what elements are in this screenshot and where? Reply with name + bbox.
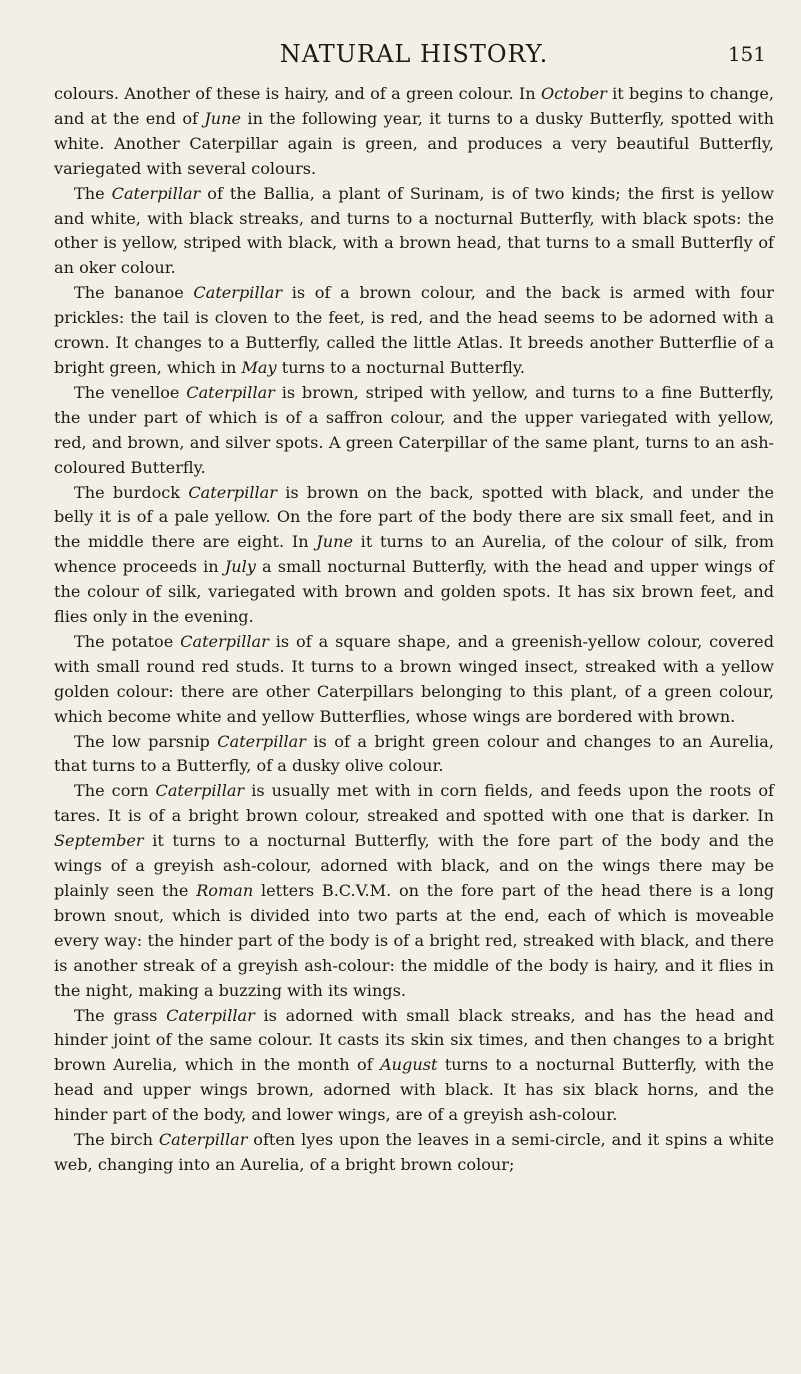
italic-text: Caterpillar: [193, 283, 283, 303]
text-run: The venelloe: [74, 382, 187, 402]
italic-text: September: [54, 831, 144, 851]
text-run: The potatoe: [74, 631, 181, 651]
text-run: is of a brown colour, and the back is armed with four prickles: the tail is cloven to the feet, is red, and the head seems to be adorned with a crown. It changes to a Butterfly, called the little Atlas. It breeds another Butterflie of a bright green, which in: [54, 283, 775, 377]
text-run: letters B.C.V.M. on the fore part of the head there is a long brown snout, which is divided into two parts at the end, each of which is moveable every way: the hinder part of the body is of a bright red, streaked with black, and there is another streak of a greyish ash-colour: the middle of the body is hairy, and it flies in the night, making a buzzing with its wings.: [54, 881, 774, 1000]
italic-text: Caterpillar: [217, 731, 306, 751]
paragraph-2: [54, 182, 774, 282]
running-title: NATURAL HISTORY.: [279, 40, 549, 68]
text-run: colours. Another of these is hairy, and of a green colour. In: [54, 84, 541, 103]
italic-text: October: [540, 84, 607, 103]
text-run: often lyes upon the leaves in a semi-circle, and it spins a white web, changing into an Aurelia, of a bright brown colour;: [54, 1130, 774, 1174]
paragraph-5: [54, 481, 774, 630]
text-run: is usually met with in corn fields, and feeds upon the roots of tares. It is of a bright brown colour, streaked and spotted with one that is darker. In: [54, 781, 774, 826]
paragraph-4: [54, 381, 774, 481]
text-run: turns to a nocturnal Butterfly, with the head and upper wings brown, adorned with black. It has six black horns, and the hinder part of the body, and lower wings, are of a greyish ash-colour.: [54, 1055, 774, 1125]
text-run: turns to a nocturnal Butterfly.: [276, 357, 525, 377]
text-run: is of a bright green colour and changes to an Aurelia, that turns to a Butterfly, of a dusky olive colour.: [54, 731, 774, 776]
book-page: [54, 38, 774, 1358]
text-run: a small nocturnal Butterfly, with the head and upper wings of the colour of silk, variegated with brown and golden spots. It has six brown feet, and flies only in the evening.: [54, 557, 774, 627]
italic-text: May: [241, 357, 277, 377]
italic-text: Roman: [196, 881, 254, 900]
italic-text: June: [316, 532, 353, 552]
text-run: The burdock: [74, 482, 189, 502]
italic-text: Caterpillar: [180, 631, 269, 651]
text-run: is brown on the back, spotted with black, and under the belly it is of a pale yellow. On the fore part of the body there are six small feet, and in the middle there are eight. In: [54, 482, 774, 552]
body-text: [54, 82, 774, 1178]
italic-text: Caterpillar: [158, 1130, 248, 1150]
italic-text: Caterpillar: [155, 781, 245, 801]
text-run: it turns to a nocturnal Butterfly, with the fore part of the body and the wings of a greyish ash-colour, adorned with black, and on the wings there may be plainly seen the: [54, 831, 774, 900]
text-run: it begins to change, and at the end of: [54, 84, 774, 128]
paragraph-8: [54, 779, 774, 1003]
italic-text: July: [224, 557, 256, 577]
italic-text: August: [380, 1055, 438, 1075]
italic-text: Caterpillar: [188, 482, 277, 502]
page-header: [54, 38, 774, 72]
italic-text: Caterpillar: [166, 1005, 255, 1025]
page-number: 151: [727, 42, 766, 66]
text-run: it turns to an Aurelia, of the colour of silk, from whence proceeds in: [54, 532, 775, 577]
text-run: is brown, striped with yellow, and turns to a fine Butterfly, the under part of which is of a saffron colour, and the upper variegated with yellow, red, and brown, and silver spots. A green Caterpillar of the same plant, turns to an ash-coloured Butterfly.: [54, 382, 775, 477]
italic-text: June: [204, 108, 242, 128]
paragraph-10: [54, 1128, 774, 1178]
text-run: The corn: [74, 781, 156, 801]
italic-text: Caterpillar: [186, 382, 275, 402]
text-run: The: [74, 183, 112, 203]
text-run: is adorned with small black streaks, and has the head and hinder joint of the same colour. It casts its skin six times, and then changes to a bright brown Aurelia, which in the month of: [54, 1005, 774, 1075]
paragraph-6: [54, 630, 774, 730]
italic-text: Caterpillar: [111, 183, 201, 203]
text-run: is of a square shape, and a greenish-yellow colour, covered with small round red studs. It turns to a brown winged insect, streaked with a yellow golden colour: there are other Caterpillars belonging to this plant, of a green colour, which become white and yellow Butterflies, whose wings are bordered with brown.: [54, 631, 775, 726]
paragraph-9: [54, 1004, 774, 1129]
paragraph-7: [54, 730, 774, 780]
paragraph-3: [54, 281, 774, 381]
text-run: of the Ballia, a plant of Surinam, is of two kinds; the first is yellow and white, with black streaks, and turns to a nocturnal Butterfly, with black spots: the other is yellow, striped with black, with a brown head, that turns to a small Butterfly of an oker colour.: [54, 183, 774, 278]
text-run: The bananoe: [74, 283, 194, 303]
text-run: The low parsnip: [74, 731, 218, 751]
text-run: in the following year, it turns to a dusky Butterfly, spotted with white. Another Caterpillar again is green, and produces a very beautiful Butterfly, variegated with several colours.: [54, 108, 774, 178]
text-run: The grass: [74, 1005, 167, 1025]
paragraph-1: [54, 82, 774, 182]
text-run: The birch: [74, 1130, 159, 1150]
